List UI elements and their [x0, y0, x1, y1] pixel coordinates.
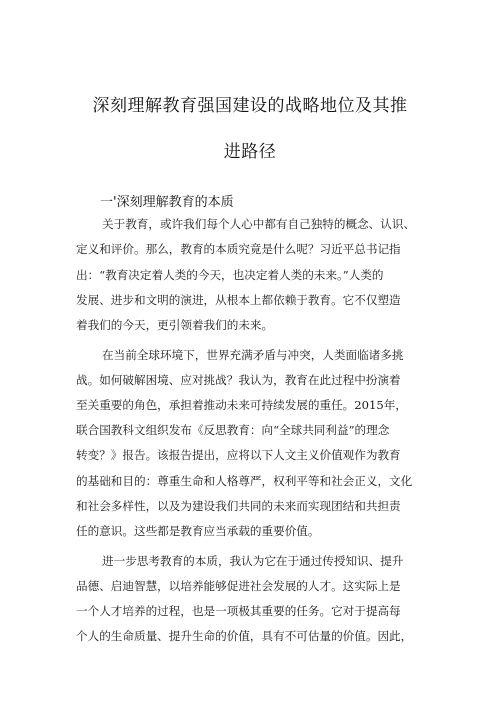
paragraph-line: 的基础和目的：尊重生命和人格尊严，权利平等和社会正义，文化: [76, 474, 413, 488]
paragraph-line: 至关重要的角色，承担着推动未来可持续发展的重任。2015年，: [76, 398, 407, 412]
document-title-line-1: 深刻理解教育强国建设的战略地位及其推: [92, 96, 408, 116]
paragraph-line: 任的意识。这些都是教育应当承载的重要价值。: [76, 524, 320, 538]
paragraph-line: 和社会多样性，以及为建设我们共同的未来而实现团结和共担责: [76, 499, 401, 513]
paragraph-line: 战。如何破解困境、应对挑战？我认为，教育在此过程中扮演着: [76, 373, 401, 387]
section-heading: 一'深刻理解教育的本质: [100, 195, 234, 210]
paragraph-line: 发展、进步和文明的演进，从根本上都依赖于教育。它不仅塑造: [76, 293, 401, 307]
paragraph-line: 着我们的今天，更引领着我们的未来。: [76, 318, 274, 332]
paragraph-line: 在当前全球环境下，世界充满矛盾与冲突，人类面临诸多挑: [102, 348, 404, 362]
paragraph-line: 出：“教育决定着人类的今天，也决定着人类的未来。”人类的: [76, 268, 384, 282]
paragraph-line: 关于教育，或许我们每个人心中都有自己独特的概念、认识、: [102, 217, 416, 231]
paragraph-line: 定义和评价。那么，教育的本质究竟是什么呢？习近平总书记指: [76, 242, 401, 256]
paragraph-line: 进一步思考教育的本质，我认为它在于通过传授知识、提升: [102, 554, 404, 568]
paragraph-line: 品德、启迪智慧，以培养能够促进社会发展的人才。这实际上是: [76, 579, 401, 593]
paragraph-line: 转变？》报告。该报告提出，应将以下人文主义价值观作为教育: [76, 448, 401, 462]
document-title-line-2: 进路径: [223, 142, 277, 162]
paragraph-line: 一个人才培养的过程，也是一项极其重要的任务。它对于提高每: [76, 604, 401, 618]
paragraph-line: 个人的生命质量、提升生命的价值，具有不可估量的价值。因此，: [76, 629, 413, 643]
paragraph-line: 联合国教科文组织发布《反思教育：向“全球共同利益”的理念: [76, 423, 390, 437]
